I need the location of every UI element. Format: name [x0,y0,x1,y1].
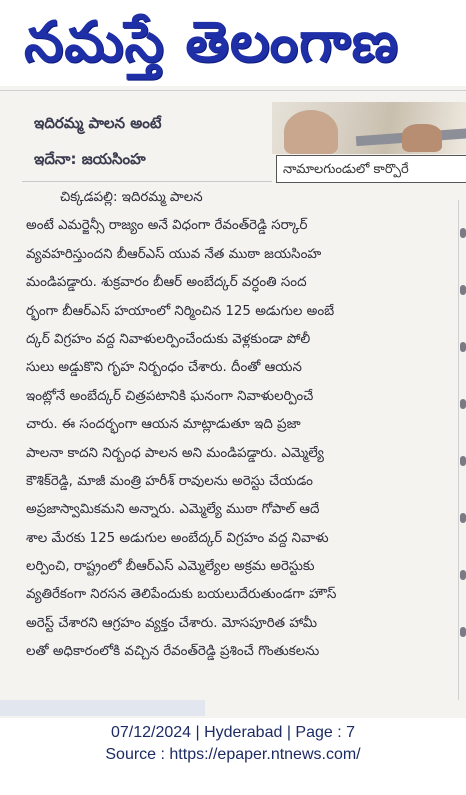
article-line: చారు. ఈ సందర్భంగా ఆయన మాట్లాడుతూ ఇది ప్రజా [26,417,301,433]
adjacent-column-glyph [460,513,466,523]
adjacent-column-glyph [460,570,466,580]
source-footer [0,722,466,766]
masthead-title: నమస్తే తెలంగాణ [24,9,399,75]
masthead [0,0,466,86]
column-divider [458,200,459,700]
adjacent-column-glyph [460,285,466,295]
article-headline: ఇదిరమ్మ పాలన అంటే [34,114,162,132]
article-body [26,184,452,667]
date-edition-line: 07/12/2024 | Hyderabad | Page : 7 [110,724,356,741]
adjacent-column-glyph [460,342,466,352]
adjacent-column-glyph [460,228,466,238]
clipping-bottom-strip [0,700,205,716]
photo-caption: నామాలగుండులో కార్పొరే [276,155,466,183]
article-line: అంటే ఎమర్జెన్సీ రాజ్యం అనే విధంగా రేవంత్‌రెడ్డి సర్కార్ [26,218,308,234]
news-photo [272,102,466,154]
adjacent-column-glyph [460,399,466,409]
article-line: ర్భంగా బీఆర్‌ఎస్ హయాంలో నిర్మించిన 125 అడుగుల అంబే [26,303,335,319]
photo-person-shape [284,110,338,154]
article-line: శాల మేరకు 125 అడుగుల అంబేద్కర్ విగ్రహం వద్ద నివాళు [26,530,329,546]
adjacent-column-glyph [460,627,466,637]
article-line: వ్యతిరేకంగా నిరసన తెలిపేందుకు బయలుదేరుతుండగా హౌస్ [26,587,337,603]
article-line: ఇంట్లోనే అంబేద్కర్ చిత్రపటానికి ఘనంగా నివాళులర్పించే [26,388,314,404]
adjacent-column-glyph [460,456,466,466]
article-line: అప్రజాస్వామికమని అన్నారు. ఎమ్మెల్యే ముఠా గోపాల్ ఆదే [26,502,320,518]
article-line: చిక్కడపల్లి: ఇదిరమ్మ పాలన [60,190,203,205]
masthead-divider [0,90,466,91]
source-line: Source : https://epaper.ntnews.com/ [105,746,361,763]
article-line: పాలనా కాదని నిర్బంధ పాలన అని మండిపడ్డారు. ఎమ్మెల్యే [26,445,324,461]
article-line: ద్కర్ విగ్రహం వద్ద నివాళులర్పించేందుకు వెళ్లకుండా పోలీ [26,331,311,347]
article-line: లతో అధికారంలోకి వచ్చిన రేవంత్‌రెడ్డి ప్రశించే గొంతుకలను [26,644,320,660]
photo-hand-shape [402,124,442,152]
section-divider [22,181,272,182]
article-line: మండిపడ్డారు. శుక్రవారం బీఆర్ అంబేద్కర్ వర్ధంతి సంద [26,275,307,291]
article-line: సులు అడ్డుకొని గృహ నిర్బంధం చేశారు. దీంతో ఆయన [26,360,302,376]
article-line: కౌశిక్‌రెడ్డి, మాజీ మంత్రి హరీశ్ రావులను అరెస్టు చేయడం [26,473,313,489]
article-line: వ్యవహరిస్తుందని బీఆర్‌ఎస్ యువ నేత ముఠా జయసింహ [26,246,322,262]
article-line: అరెస్ట్ చేశారని ఆగ్రహం వ్యక్తం చేశారు. మోసపూరిత హామీ [26,615,318,631]
article-line: లర్పించి, రాష్ట్రంలో బీఆర్‌ఎస్ ఎమ్మెల్యేల అక్రమ అరెస్టుకు [26,559,315,575]
article-byline: ఇదేనా: జయసింహ [34,150,146,168]
